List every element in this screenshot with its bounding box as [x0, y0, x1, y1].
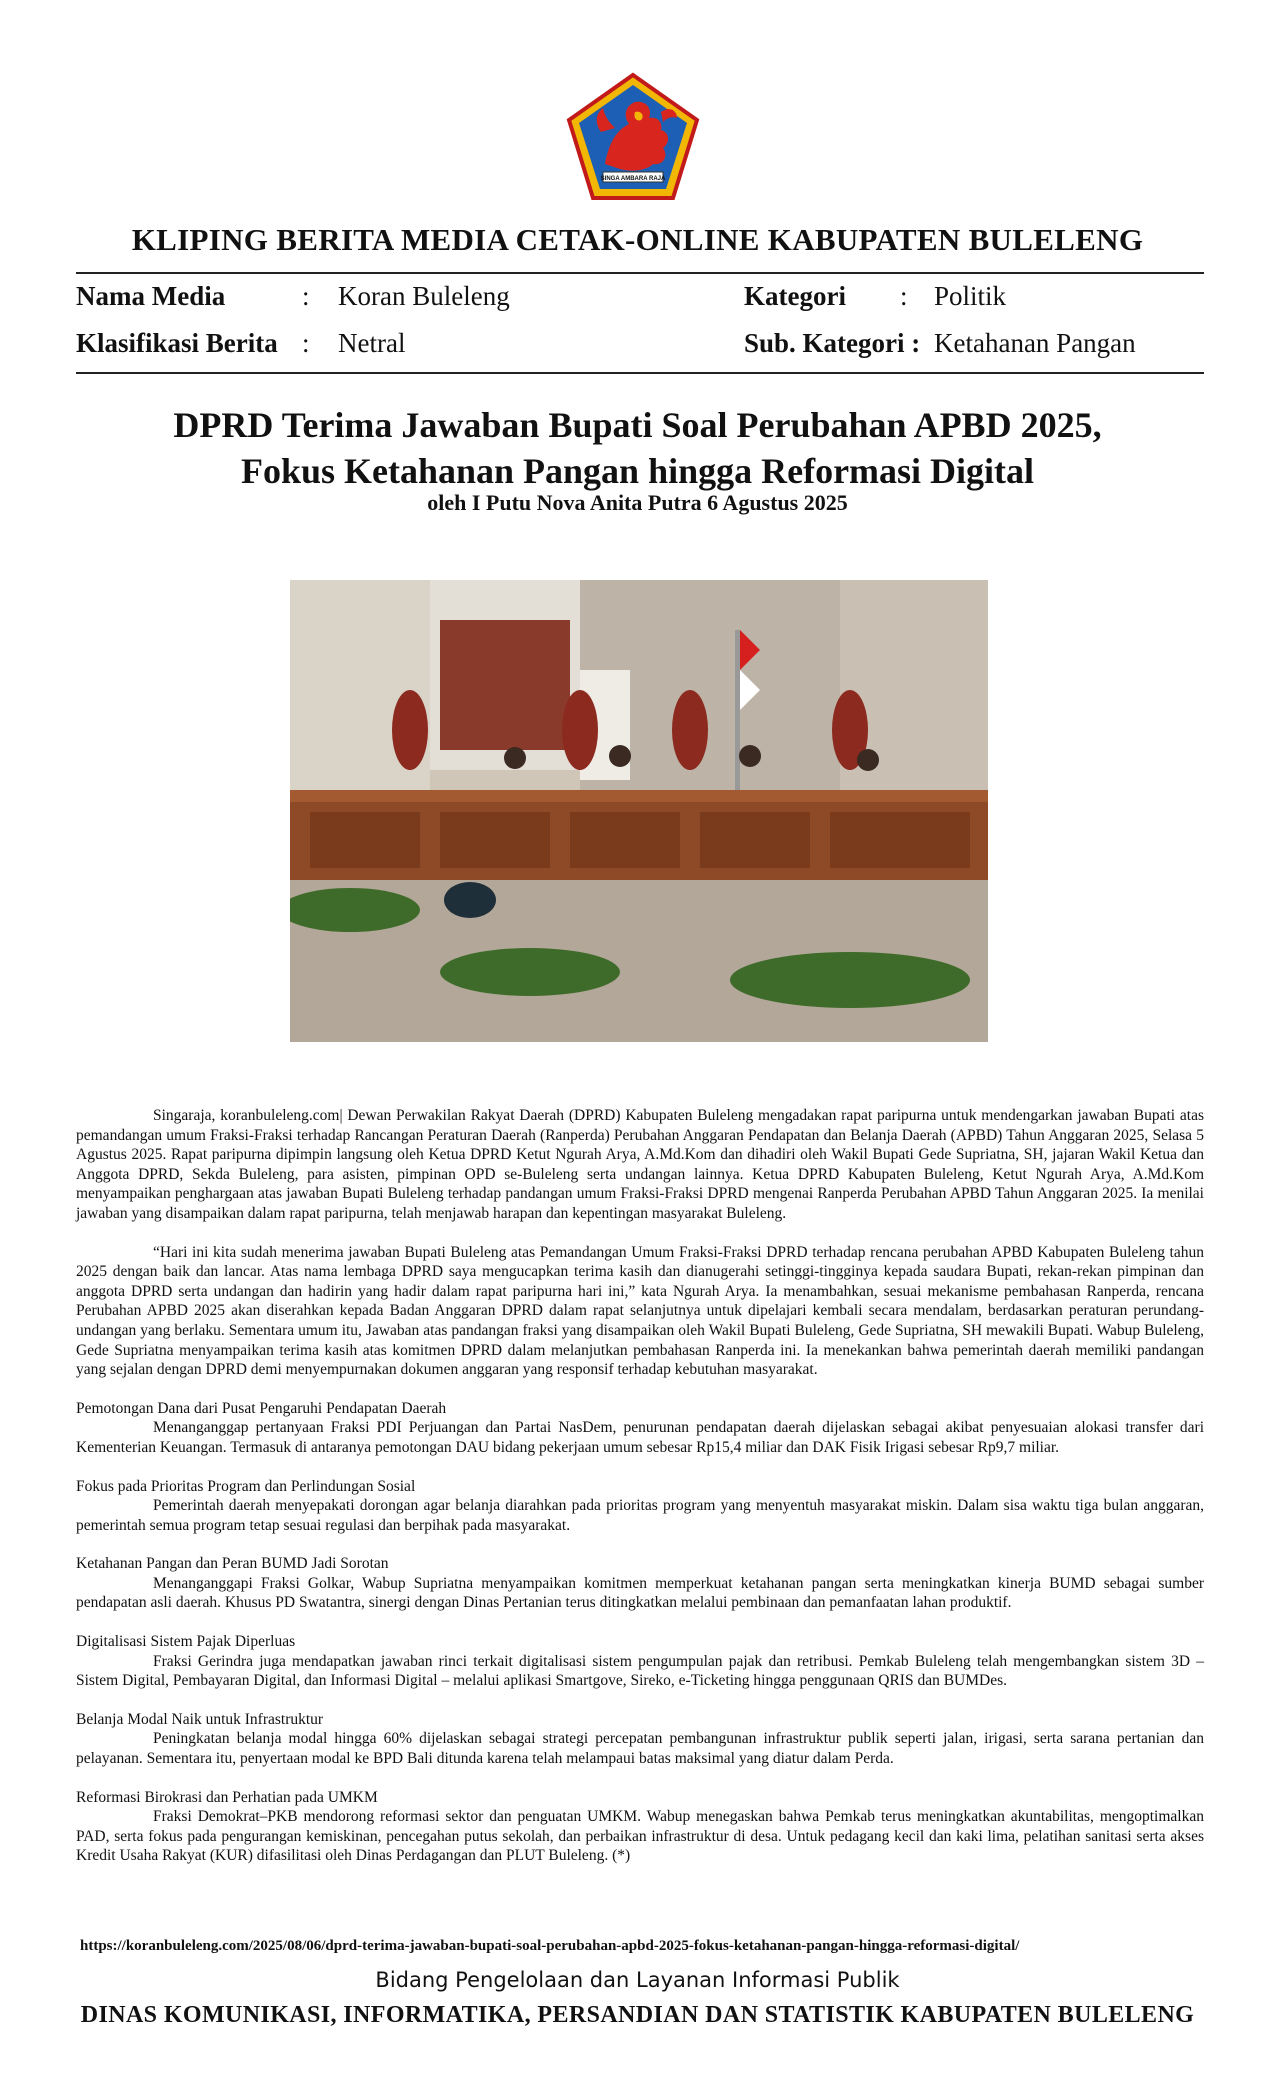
article-title-line2: Fokus Ketahanan Pangan hingga Reformasi Digital — [240, 451, 1035, 491]
section-text: Fraksi Demokrat–PKB mendorong reformasi sektor dan penguatan UMKM. Wabup menegaskan bahwa Pemkab terus meningkatkan akuntabilitas, mengoptimalkan PAD, serta fokus pada pengurangan kemiskinan, pencegahan putus sekolah, dan perbaikan infrastruktur di desa. Untuk pedagang kecil dan kaki lima, pelatihan sanitasi serta akses Kredit Usaha Rakyat (KUR) difasilitasi oleh Dinas Perdagangan dan PLUT Buleleng. (*) — [76, 1808, 1204, 1865]
media-label: Nama Media — [76, 281, 226, 311]
section-text: Pemerintah daerah menyepakati dorongan agar belanja diarahkan pada prioritas program yang menyentuh masyarakat miskin. Dalam sisa waktu tiga bulan anggaran, pemerintah semua program tetap sesuai regulasi dan berpihak pada masyarakat. — [76, 1497, 1204, 1534]
subkategori-label: Sub. Kategori : — [744, 328, 921, 358]
klasifikasi-label: Klasifikasi Berita — [76, 328, 278, 358]
section-text: Menanganggapi Fraksi Golkar, Wabup Supriatna menyampaikan komitmen memperkuat ketahanan pangan serta meningkatkan kinerja BUMD sebagai sumber pendapatan asli daerah. Khusus PD Swatantra, sinergi dengan Dinas Pertanian terus ditingkatkan melalui pembinaan dan pemanfaatan lahan produktif. — [76, 1574, 1204, 1612]
section-heading: Ketahanan Pangan dan Peran BUMD Jadi Sorotan — [76, 1555, 389, 1573]
footer-agency: DINAS KOMUNIKASI, INFORMATIKA, PERSANDIAN DAN STATISTIK KABUPATEN BULELENG — [80, 2002, 1195, 2028]
divider-bottom — [76, 372, 1204, 374]
colon: : — [302, 328, 310, 358]
logo-motto: SINGA AMBARA RAJA — [600, 176, 666, 182]
subkategori-value: Ketahanan Pangan — [934, 328, 1136, 358]
klasifikasi-value: Netral — [338, 328, 406, 358]
section-text: Fraksi Gerindra juga mendapatkan jawaban rinci terkait digitalisasi sistem pengumpulan pajak dan retribusi. Pemkab Buleleng telah mengembangkan sistem 3D – Sistem Digital, Pembayaran Digital, dan Informasi Digital – melalui aplikasi Smartgove, Sireko, e-Ticketing hingga penggunaan QRIS dan BUMDes. — [76, 1652, 1204, 1690]
section-text: Menanganggap pertanyaan Fraksi PDI Perjuangan dan Partai NasDem, penurunan pendapatan daerah dijelaskan sebagai akibat penyesuaian alokasi transfer dari Kementerian Keuangan. Termasuk di antaranya pemotongan DAU bidang pekerjaan umum sebesar Rp15,4 miliar dan DAK Fisik Irigasi sebesar Rp9,7 miliar. — [76, 1419, 1204, 1456]
article-title-line1: DPRD Terima Jawaban Bupati Soal Perubahan APBD 2025, — [173, 405, 1102, 445]
media-value: Koran Buleleng — [338, 281, 510, 311]
section-heading: Fokus pada Prioritas Program dan Perlindungan Sosial — [76, 1477, 416, 1495]
page-title: KLIPING BERITA MEDIA CETAK-ONLINE KABUPATEN BULELENG — [131, 222, 1144, 257]
source-url-link[interactable]: https://koranbuleleng.com/2025/08/06/dprd-terima-jawaban-bupati-soal-perubahan-apbd-2025-fokus-ketahanan-pangan-hingga-reformasi-digital/ — [80, 1938, 1020, 1954]
footer-department: Bidang Pengelolaan dan Layanan Informasi Publik — [375, 1968, 900, 1992]
divider-top — [76, 272, 1204, 274]
section-heading: Reformasi Birokrasi dan Perhatian pada UMKM — [76, 1788, 378, 1806]
article-photo — [290, 580, 988, 1042]
colon: : — [900, 281, 908, 311]
section-heading: Belanja Modal Naik untuk Infrastruktur — [76, 1710, 324, 1728]
article-title — [0, 402, 1275, 494]
section-heading: Digitalisasi Sistem Pajak Diperluas — [76, 1633, 296, 1651]
kategori-value: Politik — [934, 281, 1007, 311]
section-text: Peningkatan belanja modal hingga 60% dijelaskan sebagai strategi percepatan pembangunan infrastruktur publik seperti jalan, irigasi, serta sarana pertanian dan pelayanan. Sementara itu, penyertaan modal ke BPD Bali ditunda karena telah melampaui batas maksimal yang diatur dalam Perda. — [76, 1730, 1204, 1768]
section-heading: Pemotongan Dana dari Pusat Pengaruhi Pendapatan Daerah — [76, 1399, 447, 1417]
buleleng-crest-logo — [565, 72, 701, 202]
article-body — [76, 1106, 1204, 1885]
colon: : — [302, 281, 310, 311]
kategori-label: Kategori — [744, 281, 846, 311]
article-paragraph: “Hari ini kita sudah menerima jawaban Bupati Buleleng atas Pemandangan Umum Fraksi-Fraksi DPRD terhadap rencana perubahan APBD Kabupaten Buleleng tahun 2025 dengan baik dan lancar. Atas nama lembaga DPRD saya mengucapkan terima kasih dan dianugerahi setinggi-tingginya kepada saudara Bupati, rekan-rekan pimpinan dan anggota DPRD serta undangan dan hadirin yang hadir dalam rapat paripurna hari ini,” kata Ngurah Arya. Ia menambahkan, sesuai mekanisme pembahasan Ranperda, rencana Perubahan APBD 2025 akan diserahkan kepada Badan Anggaran DPRD dalam rapat selanjutnya untuk dipelajari kembali secara mendalam, berdasarkan peraturan perundang-undangan yang berlaku. Sementara umum itu, Jawaban atas pandangan fraksi yang disampaikan oleh Wakil Bupati Buleleng, Gede Supriatna, SH mewakili Bupati. Wabup Buleleng, Gede Supriatna menyampaikan terima kasih atas komitmen DPRD dalam melanjutkan pembahasan Ranperda ini. Ia menekankan bahwa pemerintah daerah memiliki pandangan yang sejalan dengan DPRD demi menyempurnakan dokumen anggaran yang responsif terhadap kebutuhan masyarakat. — [76, 1243, 1204, 1379]
article-paragraph: Singaraja, koranbuleleng.com| Dewan Perwakilan Rakyat Daerah (DPRD) Kabupaten Buleleng mengadakan rapat paripurna untuk mendengarkan jawaban Bupati atas pemandangan umum Fraksi-Fraksi terhadap Rancangan Peraturan Daerah (Ranperda) Perubahan Anggaran Pendapatan dan Belanja Daerah (APBD) Tahun Anggaran 2025, Selasa 5 Agustus 2025. Rapat paripurna dipimpin langsung oleh Ketua DPRD Ketut Ngurah Arya, A.Md.Kom dan dihadiri oleh Wakil Bupati Gede Supriatna, SH, jajaran Wakil Ketua dan Anggota DPRD, Sekda Buleleng, para asisten, pimpinan OPD se-Buleleng serta undangan lainnya. Ketua DPRD Kabupaten Buleleng, Ketut Ngurah Arya, A.Md.Kom menyampaikan penghargaan atas jawaban Bupati Buleleng terhadap pandangan umum Fraksi-Fraksi DPRD mengenai Ranperda Perubahan APBD Tahun Anggaran 2025. Ia menilai jawaban yang disampaikan dalam rapat paripurna, telah menjawab harapan dan kepentingan masyarakat Buleleng. — [76, 1107, 1204, 1222]
article-byline: oleh I Putu Nova Anita Putra 6 Agustus 2025 — [427, 490, 848, 515]
